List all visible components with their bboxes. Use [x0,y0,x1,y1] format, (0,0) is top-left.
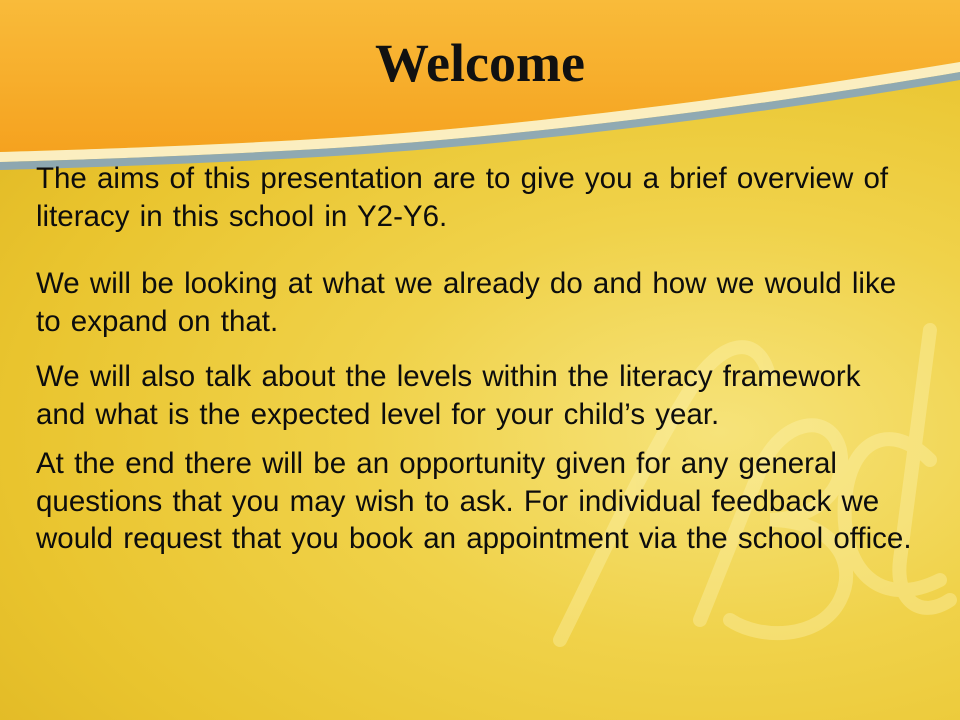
paragraph-questions: At the end there will be an opportunity given for any general questions that you may wish to ask. For individual feedback we would request that you book an appointment via the school office. [36,447,912,555]
paragraph-levels: We will also talk about the levels within the literacy framework and what is the expected level for your child’s year. [36,360,861,431]
paragraph-aims: The aims of this presentation are to give you a brief overview of literacy in this school in Y2-Y6. [36,162,889,233]
paragraph-current-practice: We will be looking at what we already do and how we would like to expand on that. [36,267,897,338]
body-text [36,160,916,558]
slide-title: Welcome [375,33,585,93]
